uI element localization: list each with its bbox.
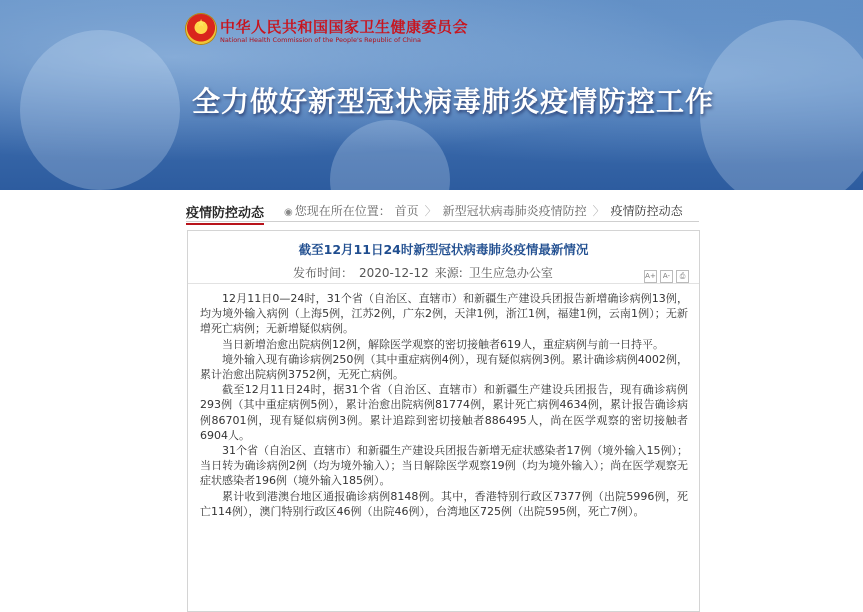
article-meta xyxy=(188,263,699,284)
breadcrumb-home-link[interactable]: 首页 xyxy=(394,204,419,218)
breadcrumb-separator: 〉 xyxy=(592,204,605,218)
breadcrumb-covid-link[interactable]: 新型冠状病毒肺炎疫情防控 xyxy=(442,204,587,218)
article-paragraph: 31个省（自治区、直辖市）和新疆生产建设兵团报告新增无症状感染者17例（境外输入15例）；当日转为确诊病例2例（均为境外输入）；当日解除医学观察19例（均为境外输入）；尚在医学观察无症状感染者196例（境外输入185例）。 xyxy=(200,444,688,488)
breadcrumb xyxy=(284,202,683,219)
article-paragraph: 累计收到港澳台地区通报确诊病例8148例。其中，香港特别行政区7377例（出院5996例，死亡114例），澳门特别行政区46例（出院46例），台湾地区725例（出院595例，死亡7例）。 xyxy=(200,489,688,518)
article-panel xyxy=(187,230,700,612)
article-title: 截至12月11日24时新型冠状病毒肺炎疫情最新情况 xyxy=(298,242,589,257)
header-banner xyxy=(0,0,863,190)
article-meta-text xyxy=(293,264,559,281)
breadcrumb-prefix: 您现在所在位置： xyxy=(294,204,391,218)
font-increase-button[interactable]: A+ xyxy=(644,270,657,283)
publish-date: 2020-12-12 xyxy=(359,266,429,280)
org-name-cn: 中华人民共和国国家卫生健康委员会 xyxy=(220,18,469,36)
date-label: 发布时间： xyxy=(293,266,354,280)
banner-background-figure xyxy=(20,30,180,190)
font-decrease-button[interactable]: A- xyxy=(660,270,673,283)
article-paragraph: 当日新增治愈出院病例12例，解除医学观察的密切接触者619人，重症病例与前一日持平。 xyxy=(222,337,664,351)
article-paragraph: 境外输入现有确诊病例250例（其中重症病例4例），现有疑似病例3例。累计确诊病例4002例，累计治愈出院病例3752例，无死亡病例。 xyxy=(200,352,688,382)
source-label: 来源: xyxy=(434,266,463,280)
article-body xyxy=(200,291,688,519)
section-name: 疫情防控动态 xyxy=(186,202,264,225)
article-paragraph: 截至12月11日24时，据31个省（自治区、直辖市）和新疆生产建设兵团报告，现有确诊病例293例（其中重症病例5例），累计治愈出院病例81774例，累计死亡病例4634例，累计报告确诊病例86701例，现有疑似病例3例。累计追踪到密切接触者886495人，尚在医学观察的密切接触者6904人。 xyxy=(200,383,688,442)
org-name-en: National Health Commission of the People's Republic of China xyxy=(220,36,421,44)
location-pin-icon: ◉ xyxy=(284,207,293,218)
national-emblem-icon xyxy=(186,14,216,44)
article-tools xyxy=(641,263,689,283)
breadcrumb-separator: 〉 xyxy=(424,204,437,218)
breadcrumb-bar xyxy=(186,199,699,222)
article-source: 卫生应急办公室 xyxy=(468,266,553,280)
breadcrumb-current-link[interactable]: 疫情防控动态 xyxy=(610,204,683,218)
print-icon[interactable]: ⎙ xyxy=(676,270,689,283)
article-paragraph: 12月11日0—24时，31个省（自治区、直辖市）和新疆生产建设兵团报告新增确诊病例13例，均为境外输入病例（上海5例，江苏2例，广东2例，天津1例，浙江1例，福建1例，云南1例）；无新增死亡病例；无新增疑似病例。 xyxy=(200,292,688,336)
banner-background-figure xyxy=(700,20,863,190)
banner-background-figure xyxy=(330,120,450,190)
banner-title: 全力做好新型冠状病毒肺炎疫情防控工作 xyxy=(192,85,715,118)
